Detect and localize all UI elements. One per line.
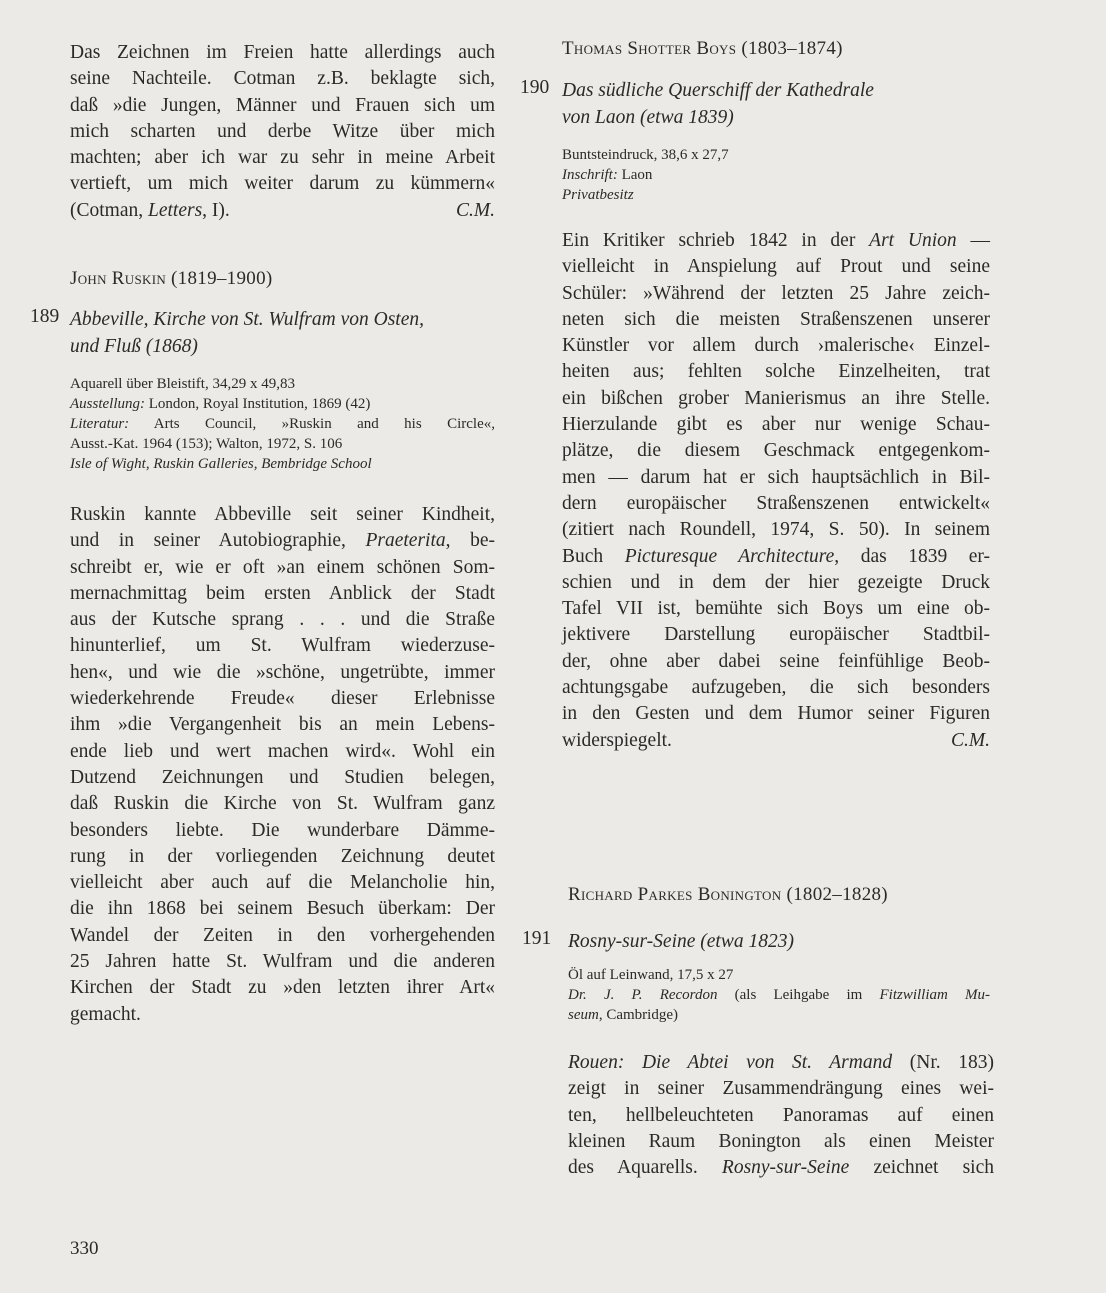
text: in den Gesten und dem Humor seiner Figuren <box>562 703 990 725</box>
title-line: und Fluß (1868) <box>70 336 198 357</box>
text: Öl auf Leinwand, 17,5 x 27 <box>568 967 734 983</box>
title-line: Das südliche Querschiff der Kathedrale <box>562 80 874 101</box>
text: des Aquarells. <box>568 1157 722 1179</box>
text-line <box>70 607 495 633</box>
text-line <box>70 660 495 686</box>
text-line <box>70 818 495 844</box>
text: Ruskin kannte Abbeville seit seiner Kindheit, <box>70 504 495 525</box>
text-line <box>562 333 990 359</box>
artwork-details-189 <box>70 374 495 474</box>
text-line <box>70 896 495 922</box>
text-line <box>562 165 987 185</box>
text-line <box>562 254 990 280</box>
text: plätze, die diesem Geschmack entgegenkom- <box>562 440 990 462</box>
text-line <box>562 412 990 438</box>
italic-text: Praeterita <box>365 530 446 552</box>
text: neten sich die meisten Straßenszenen unserer <box>562 308 990 330</box>
italic-text: Dr. J. P. Recordon <box>568 987 718 1003</box>
text-line <box>70 923 495 949</box>
italic-text: Rosny-sur-Seine <box>721 1157 850 1179</box>
text-line <box>562 728 990 754</box>
text: mich scharten und derbe Witze über mich <box>70 120 495 142</box>
artist-heading-boys: Thomas Shotter Boys (1803–1874) <box>562 38 843 59</box>
text-line <box>70 528 495 554</box>
text: Buntsteindruck, 38,6 x 27,7 <box>562 147 729 163</box>
text: wiederkehrende Freude« dieser Erlebnisse <box>70 688 495 710</box>
text: Laon <box>617 167 653 183</box>
text-line <box>70 1002 495 1028</box>
italic-text: Literatur: <box>70 416 130 432</box>
intro-paragraph <box>70 40 495 224</box>
text-line <box>70 414 495 434</box>
artwork-title-190 <box>562 77 874 131</box>
text-line <box>568 985 990 1005</box>
text: zeigt in seiner Zusammendrängung eines wei- <box>568 1078 994 1100</box>
text: ihm »die Vergangenheit bis an mein Lebens- <box>70 714 495 736</box>
text: vielleicht aber auch auf die Melancholie hin, <box>70 872 495 894</box>
text: men — darum hat er sich hauptsächlich in Bil- <box>562 466 990 488</box>
text: heiten aus; fehlten solche Einzelheiten, trat <box>562 361 990 383</box>
text-line <box>70 581 495 607</box>
text: Aquarell über Bleistift, 34,29 x 49,83 <box>70 376 295 392</box>
text: , Cambridge) <box>598 1007 678 1023</box>
text-line <box>562 185 987 205</box>
text: schien und in dem der hier gezeigte Druck <box>562 571 990 593</box>
text: (Nr. 183) <box>892 1052 994 1073</box>
text: rung in der vorliegenden Zeichnung deutet <box>70 845 495 867</box>
italic-text: Isle of Wight, Ruskin Galleries, Bembridge School <box>70 456 372 472</box>
text-line <box>562 596 990 622</box>
text-line <box>70 555 495 581</box>
commentary-189 <box>70 502 495 1028</box>
text: Künstler vor allem durch ›malerische‹ Einzel- <box>562 335 990 357</box>
text-line <box>70 145 495 171</box>
text: vielleicht in Anspielung auf Prout und seine <box>562 256 990 278</box>
text: Hierzulande gibt es aber nur wenige Schau- <box>562 414 990 436</box>
text: daß »die Jungen, Männer und Frauen sich um <box>70 94 495 116</box>
text-line <box>562 570 990 596</box>
text-line <box>562 359 990 385</box>
italic-text: Privatbesitz <box>562 187 634 203</box>
text-line <box>70 975 495 1001</box>
text: Tafel VII ist, bemühte sich Boys um eine ob- <box>562 598 990 620</box>
text-line <box>562 622 990 648</box>
catalog-number-189: 189 <box>30 306 60 327</box>
text: (Cotman, <box>70 199 148 221</box>
text: mernachmittag beim ersten Anblick der Stadt <box>70 582 495 604</box>
text-line <box>70 434 495 454</box>
italic-text: Letters <box>148 199 203 221</box>
text: achtungsgabe aufzugeben, die sich besonders <box>562 677 990 699</box>
text: Arts Council, »Ruskin and his Circle«, <box>129 416 495 432</box>
text: und in seiner Autobiographie, <box>70 530 366 552</box>
text: Schüler: »Während der letzten 25 Jahre zeich- <box>562 282 990 304</box>
text-line <box>562 465 990 491</box>
text: zeichnet sich <box>849 1157 994 1179</box>
text-line <box>70 66 495 92</box>
text-line <box>70 198 495 224</box>
text: Dutzend Zeichnungen und Studien belegen, <box>70 766 495 788</box>
artwork-details-191 <box>568 965 990 1025</box>
text-line <box>562 544 990 570</box>
text-line <box>562 386 990 412</box>
title-line: Abbeville, Kirche von St. Wulfram von Osten, <box>70 309 424 330</box>
text: London, Royal Institution, 1869 (42) <box>145 396 371 412</box>
text-line <box>70 765 495 791</box>
text: Das Zeichnen im Freien hatte allerdings auch <box>70 42 495 63</box>
text: schreibt er, wie er oft »an einem schönen Som- <box>70 556 495 578</box>
text-line <box>70 171 495 197</box>
title-line: Rosny-sur-Seine (etwa 1823) <box>568 931 794 952</box>
italic-text: Inschrift: <box>562 167 618 183</box>
text-line <box>568 1155 994 1181</box>
text-line <box>70 93 495 119</box>
text-line <box>562 675 990 701</box>
text-line <box>568 1050 994 1076</box>
text: machten; aber ich war zu sehr in meine Arbeit <box>70 147 495 169</box>
text-line <box>70 870 495 896</box>
text-line <box>70 119 495 145</box>
text: Wandel der Zeiten in den vorhergehenden <box>70 924 495 946</box>
artist-heading-ruskin: John Ruskin (1819–1900) <box>70 268 273 289</box>
text-line <box>562 438 990 464</box>
catalog-number-190: 190 <box>520 77 550 98</box>
text-line <box>568 1103 994 1129</box>
text-line <box>70 374 495 394</box>
text: seine Nachteile. Cotman z.B. beklagte sich, <box>70 68 495 90</box>
text-line <box>568 965 990 985</box>
author-initials: C.M. <box>456 199 495 221</box>
text-line <box>568 1129 994 1155</box>
commentary-191 <box>568 1050 994 1181</box>
text: Buch <box>562 545 625 567</box>
text: Kirchen der Stadt zu »den letzten ihrer Art« <box>70 977 495 999</box>
text-line <box>562 491 990 517</box>
text-line <box>70 791 495 817</box>
text-line <box>70 633 495 659</box>
commentary-190 <box>562 228 990 754</box>
text: daß Ruskin die Kirche von St. Wulfram ganz <box>70 793 495 815</box>
text-line <box>70 949 495 975</box>
title-line: von Laon (etwa 1839) <box>562 107 734 128</box>
italic-text: Fitzwilliam Mu- <box>879 987 990 1003</box>
text: aus der Kutsche sprang . . . und die Straße <box>70 609 495 631</box>
text: hinunterlief, um St. Wulfram wiederzuse- <box>70 635 495 657</box>
italic-text: Picturesque Architecture <box>624 545 835 567</box>
italic-text: seum <box>568 1007 599 1023</box>
text-line <box>70 394 495 414</box>
text: gemacht. <box>70 1003 141 1025</box>
text-line <box>70 712 495 738</box>
text-line <box>562 649 990 675</box>
text: , das 1839 er- <box>834 545 990 567</box>
text-line <box>562 228 990 254</box>
text: hen«, und wie die »schöne, ungetrübte, immer <box>70 661 495 683</box>
text: (zitiert nach Roundell, 1974, S. 50). In seinem <box>562 519 990 541</box>
text: dern europäischer Straßenszenen entwickelt« <box>562 492 990 514</box>
text-line <box>568 1076 994 1102</box>
page-number: 330 <box>70 1238 99 1259</box>
text: Ein Kritiker schrieb 1842 in der <box>562 230 870 251</box>
text-line <box>70 502 495 528</box>
text-line <box>562 145 987 165</box>
text: vertieft, um mich weiter darum zu kümmern« <box>70 173 495 195</box>
text: Ausst.-Kat. 1964 (153); Walton, 1972, S. 106 <box>70 436 343 452</box>
text: ende lieb und wert machen wird«. Wohl ein <box>70 740 495 762</box>
artist-heading-bonington: Richard Parkes Bonington (1802–1828) <box>568 884 888 905</box>
text-line <box>70 844 495 870</box>
catalog-number-191: 191 <box>522 928 552 949</box>
text-line <box>562 701 990 727</box>
italic-text: Rouen: Die Abtei von St. Armand <box>568 1052 893 1073</box>
text: , I). <box>202 199 230 221</box>
text: (als Leihgabe im <box>717 987 880 1003</box>
text: der, ohne aber dabei seine feinfühlige Beob- <box>562 650 990 672</box>
text-line <box>70 739 495 765</box>
author-initials: C.M. <box>951 729 990 751</box>
text-line <box>568 1005 990 1025</box>
text: die ihn 1868 bei seinem Besuch überkam: Der <box>70 898 495 920</box>
text-line <box>70 686 495 712</box>
text: , be- <box>445 530 495 552</box>
italic-text: Ausstellung: <box>70 396 145 412</box>
artwork-details-190 <box>562 145 987 205</box>
artwork-title-189 <box>70 306 424 360</box>
text: widerspiegelt. <box>562 729 672 751</box>
artwork-title-191 <box>568 928 794 955</box>
text: ein bißchen grober Manierismus an ihre Stelle. <box>562 387 990 409</box>
text-line <box>562 517 990 543</box>
text: 25 Jahren hatte St. Wulfram und die anderen <box>70 951 495 973</box>
text-line <box>70 454 495 474</box>
text: — <box>956 230 991 251</box>
italic-text: Art Union <box>869 230 957 251</box>
text: kleinen Raum Bonington als einen Meister <box>568 1130 994 1152</box>
text-line <box>562 307 990 333</box>
text-line <box>562 281 990 307</box>
text-line <box>70 40 495 66</box>
text: besonders liebte. Die wunderbare Dämme- <box>70 819 495 841</box>
text: jektivere Darstellung europäischer Stadtbil- <box>562 624 990 646</box>
text: ten, hellbeleuchteten Panoramas auf einen <box>568 1104 994 1126</box>
